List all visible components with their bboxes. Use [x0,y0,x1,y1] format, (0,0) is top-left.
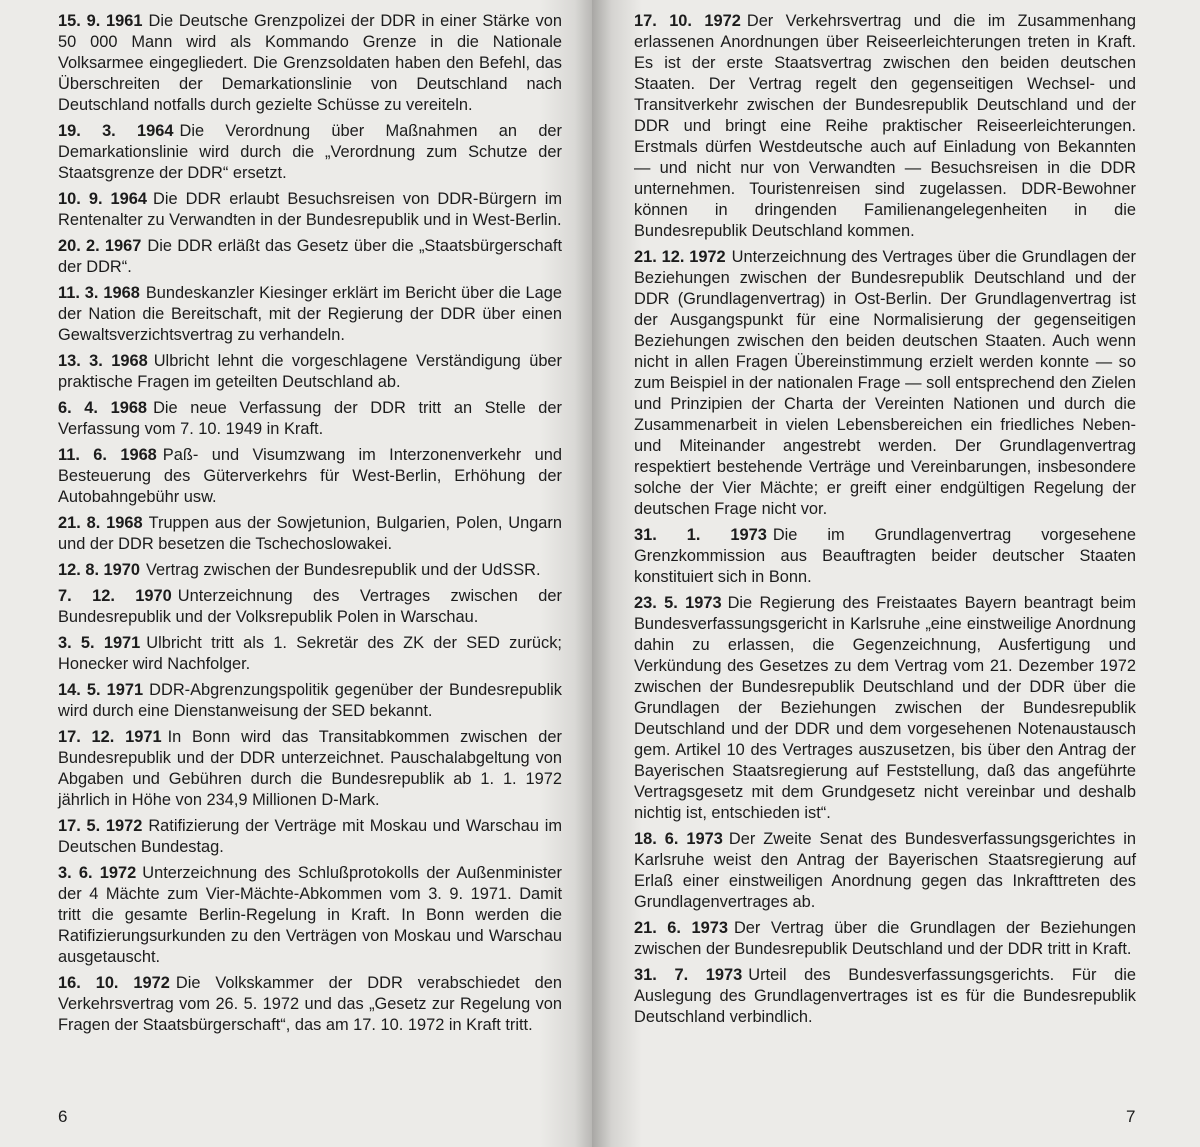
entry-text: Unterzeichnung des Vertrages zwischen der Bundesrepublik und der Volksrepublik Polen in Warschau. [58,587,562,626]
chronology-entry [58,121,562,184]
chronology-entry [58,560,562,581]
entry-text: Ulbricht tritt als 1. Sekretär des ZK der SED zurück; Honecker wird Nachfolger. [58,634,562,673]
left-page [0,0,592,1147]
entry-text: Der Vertrag über die Grundlagen der Beziehungen zwischen der Bundesrepublik Deutschland und der DDR tritt in Kraft. [634,919,1136,958]
chronology-entry [58,727,562,811]
entry-text: Truppen aus der Sowjetunion, Bulgarien, Polen, Ungarn und der DDR besetzen die Tschechoslowakei. [58,514,562,553]
entry-text: Paß- und Visumzwang im Interzonenverkehr und Besteuerung des Güterverkehrs für West-Berlin, Erhöhung der Autobahngebühr usw. [58,446,562,506]
chronology-entry [58,445,562,508]
entry-text: Unterzeichnung des Schlußprotokolls der Außenminister der 4 Mächte zum Vier-Mächte-Abkommen vom 3. 9. 1971. Damit tritt die gesamte Berlin-Regelung in Kraft. In Bonn werden die Ratifizierungsurkunden zu den Verträgen von Moskau und Warschau ausgetauscht. [58,864,562,966]
entry-text: Die Deutsche Grenzpolizei der DDR in einer Stärke von 50 000 Mann wird als Kommando Grenze in die Nationale Volksarmee eingegliedert. Die Grenzsoldaten haben den Befehl, das Überschreiten der Demarkationslinie von Deutschland nach Deutschland notfalls durch gezielte Schüsse zu vereiteln. [58,12,562,114]
page-number: 6 [58,1107,68,1126]
entry-date: 17. 5. 1972 [58,817,143,835]
entry-text: Ulbricht lehnt die vorgeschlagene Verständigung über praktische Fragen im geteilten Deutschland ab. [58,352,563,391]
entry-date: 31. 1. 1973 [634,526,767,544]
chronology-entry [58,633,562,675]
entry-text: Ratifizierung der Verträge mit Moskau und Warschau im Deutschen Bundestag. [58,817,562,856]
chronology-entry [634,829,1136,913]
entry-text: Der Zweite Senat des Bundesverfassungsgerichtes in Karlsruhe weist den Antrag der Bayerischen Staatsregierung auf Erlaß einer einstweiligen Anordnung gegen das Inkrafttreten des Grundlagenvertrages ab. [634,830,1136,911]
chronology-entry [58,586,562,628]
chronology-entry [58,236,562,278]
entry-date: 17. 10. 1972 [634,12,741,30]
entry-text: Bundeskanzler Kiesinger erklärt im Bericht über die Lage der Nation die Bereitschaft, mit der Regierung der DDR über einen Gewaltsverzichtsvertrag zu verhandeln. [58,284,562,344]
entry-text: Unterzeichnung des Vertrages über die Grundlagen der Beziehungen zwischen der Bundesrepublik Deutschland und der DDR (Grundlagenvertrag) in Ost-Berlin. Der Grundlagenvertrag ist der Ausgangspunkt für eine Normalisierung der gegenseitigen Beziehungen zwischen den beiden deutschen Staaten. Auch wenn nicht in allen Fragen Übereinstimmung erzielt werden konnte — so zum Beispiel in der nationalen Frage — soll entsprechend den Zielen und Prinzipien der Charta der Vereinten Nationen und durch die Zusammenarbeit in vielen Lebensbereichen ein friedliches Neben- und Miteinander angestrebt werden. Der Grundlagenvertrag respektiert bestehende Verträge und Vereinbarungen, insbesondere solche der Vier Mächte; er greift einer endgültigen Regelung der deutschen Frage nicht vor. [634,248,1136,518]
entry-date: 21. 12. 1972 [634,248,726,266]
entry-date: 21. 8. 1968 [58,514,143,532]
chronology-entry [58,11,562,116]
entry-text: Die im Grundlagenvertrag vorgesehene Grenzkommission aus Beauftragten beider deutscher Staaten konstituiert sich in Bonn. [634,526,1137,586]
page-number: 7 [1126,1107,1136,1126]
entry-date: 14. 5. 1971 [58,681,144,699]
entry-date: 21. 6. 1973 [634,919,728,937]
chronology-entry [634,965,1136,1028]
entry-text: Der Verkehrsvertrag und die im Zusammenhang erlassenen Anordnungen über Reiseerleichterungen treten in Kraft. Es ist der erste Staatsvertrag zwischen den beiden deutschen Staaten. Der Vertrag regelt den gegenseitigen Wechsel- und Transitverkehr zwischen der Bundesrepublik Deutschland und der DDR und bringt eine Reihe praktischer Reiseerleichterungen. Erstmals dürfen Westdeutsche auch auf Einladung von Bekannten — und nicht nur von Verwandten — Besuchsreisen in die DDR unternehmen. Touristenreisen sind zugelassen. DDR-Bewohner können in dringenden Familienangelegenheiten in die Bundesrepublik Deutschland kommen. [634,12,1136,240]
chronology-entry [58,973,562,1036]
entry-date: 23. 5. 1973 [634,594,722,612]
entry-date: 7. 12. 1970 [58,587,172,605]
entry-date: 12. 8. 1970 [58,561,141,579]
entry-date: 3. 5. 1971 [58,634,141,652]
chronology-entry [58,189,562,231]
chronology-entry [634,593,1136,824]
chronology-entry [634,525,1136,588]
chronology-entry [634,11,1136,242]
chronology-entry [58,351,562,393]
chronology-column-left [58,11,562,1041]
entry-text: Die Verordnung über Maßnahmen an der Demarkationslinie wird durch die „Verordnung zum Schutze der Staatsgrenze der DDR“ ersetzt. [58,122,563,182]
entry-date: 11. 3. 1968 [58,284,140,302]
entry-date: 31. 7. 1973 [634,966,743,984]
entry-date: 6. 4. 1968 [58,399,148,417]
chronology-entry [58,863,562,968]
entry-text: Die DDR erlaubt Besuchsreisen von DDR-Bürgern im Rentenalter zu Verwandten in der Bundesrepublik und in West-Berlin. [58,190,562,229]
chronology-column-right [634,11,1136,1033]
entry-text: Die Regierung des Freistaates Bayern beantragt beim Bundesverfassungsgericht in Karlsruhe „eine einstweilige Anordnung dahin zu erlassen, die Gegenzeichnung, Ausfertigung und Verkündung des Gesetzes zu dem Vertrag vom 21. Dezember 1972 zwischen der Bundesrepublik Deutschland und der DDR über die Grundlagen der Beziehungen zwischen der Bundesrepublik Deutschland und der DDR und dem vorgesehenen Notenaustausch gem. Artikel 10 des Vertrages auszusetzen, bis über den Antrag der Bayerischen Staatsregierung auf Feststellung, daß das angeführte Vertragsgesetz mit dem Grundgesetz nicht vereinbar und deshalb nichtig ist, entschieden ist“. [634,594,1136,822]
entry-date: 11. 6. 1968 [58,446,157,464]
entry-date: 15. 9. 1961 [58,12,143,30]
entry-text: Die Volkskammer der DDR verabschiedet den Verkehrsvertrag vom 26. 5. 1972 und das „Gesetz zur Regelung von Fragen der Staatsbürgerschaft“, das am 17. 10. 1972 in Kraft tritt. [58,974,562,1034]
chronology-entry [58,398,562,440]
entry-date: 19. 3. 1964 [58,122,174,140]
entry-date: 17. 12. 1971 [58,728,162,746]
entry-text: In Bonn wird das Transitabkommen zwischen der Bundesrepublik und der DDR unterzeichnet. Pauschalabgeltung von Abgaben und Gebühren durch die Bundesrepublik ab 1. 1. 1972 jährlich in Höhe von 234,9 Millionen D-Mark. [58,728,562,809]
chronology-entry [58,513,562,555]
entry-date: 20. 2. 1967 [58,237,142,255]
entry-text: Die neue Verfassung der DDR tritt an Stelle der Verfassung vom 7. 10. 1949 in Kraft. [58,399,562,438]
chronology-entry [58,680,562,722]
entry-date: 10. 9. 1964 [58,190,148,208]
chronology-entry [58,816,562,858]
right-page [592,0,1200,1147]
entry-text: Urteil des Bundesverfassungsgerichts. Für die Auslegung des Grundlagenvertrages ist es für die Bundesrepublik Deutschland verbindlich. [634,966,1136,1026]
entry-text: Vertrag zwischen der Bundesrepublik und der UdSSR. [146,561,541,579]
entry-text: DDR-Abgrenzungspolitik gegenüber der Bundesrepublik wird durch eine Dienstanweisung der SED bekannt. [58,681,562,720]
chronology-entry [58,283,562,346]
entry-date: 18. 6. 1973 [634,830,723,848]
entry-date: 16. 10. 1972 [58,974,170,992]
chronology-entry [634,247,1136,520]
chronology-entry [634,918,1136,960]
entry-date: 13. 3. 1968 [58,352,148,370]
entry-date: 3. 6. 1972 [58,864,137,882]
entry-text: Die DDR erläßt das Gesetz über die „Staatsbürgerschaft der DDR“. [58,237,562,276]
